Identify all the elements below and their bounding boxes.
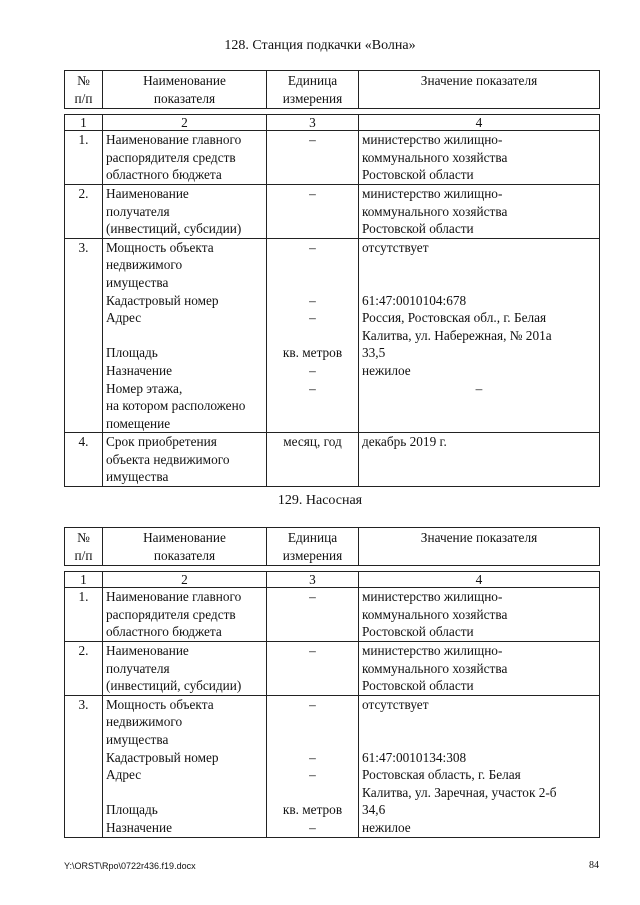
section-title-128: 128. Станция подкачки «Волна» xyxy=(224,38,416,53)
table-129 xyxy=(64,527,600,838)
header-unit: Единица измерения xyxy=(267,528,359,566)
row-value-floor-dash: – xyxy=(475,380,483,396)
col-num-1: 1 xyxy=(65,572,103,588)
col-num-3: 3 xyxy=(267,115,359,131)
header-value: Значение показателя xyxy=(359,71,600,109)
row-name: Мощность объекта недвижимого имущества Кадастровый номер Адрес Площадь Назначение xyxy=(103,695,267,837)
row-name: Мощность объекта недвижимого имущества Кадастровый номер Адрес Площадь Назначение Номер этажа, на котором расположено помещение xyxy=(103,238,267,433)
table-header-row xyxy=(65,71,600,109)
col-num-4: 4 xyxy=(359,572,600,588)
row-unit: месяц, год xyxy=(267,433,359,487)
table-row xyxy=(65,695,600,837)
table-128 xyxy=(64,70,600,487)
row-unit: – – – кв. метров – xyxy=(267,695,359,837)
table-row xyxy=(65,641,600,695)
section-title-129: 129. Насосная xyxy=(277,493,363,508)
row-num: 2. xyxy=(65,641,103,695)
row-name: Наименование главного распорядителя средств областного бюджета xyxy=(103,588,267,642)
row-value: министерство жилищно- коммунального хозяйства Ростовской области xyxy=(359,641,600,695)
header-num: № п/п xyxy=(65,71,103,109)
table-row xyxy=(65,238,600,433)
row-unit: – xyxy=(267,588,359,642)
table-row xyxy=(65,131,600,185)
row-unit: – xyxy=(267,641,359,695)
row-name: Наименование получателя (инвестиций, субсидии) xyxy=(103,184,267,238)
row-num: 3. xyxy=(65,238,103,433)
row-value: министерство жилищно- коммунального хозяйства Ростовской области xyxy=(359,131,600,185)
row-name: Наименование получателя (инвестиций, субсидии) xyxy=(103,641,267,695)
row-num: 3. xyxy=(65,695,103,837)
table-header-row xyxy=(65,528,600,566)
row-value-text: отсутствует 61:47:0010104:678 Россия, Ростовская обл., г. Белая Калитва, ул. Набережная, № 201а 33,5 нежилое xyxy=(362,239,552,378)
row-name: Наименование главного распорядителя средств областного бюджета xyxy=(103,131,267,185)
col-num-1: 1 xyxy=(65,115,103,131)
header-name: Наименование показателя xyxy=(103,71,267,109)
row-unit: – xyxy=(267,131,359,185)
header-num: № п/п xyxy=(65,528,103,566)
row-value: отсутствует 61:47:0010134:308 Ростовская область, г. Белая Калитва, ул. Заречная, участок 2-б 34,6 нежилое xyxy=(359,695,600,837)
row-num: 1. xyxy=(65,131,103,185)
row-name: Срок приобретения объекта недвижимого имущества xyxy=(103,433,267,487)
table-row xyxy=(65,433,600,487)
col-num-2: 2 xyxy=(103,572,267,588)
column-number-row xyxy=(65,115,600,131)
footer-file-path: Y:\ORST\Rpo\0722r436.f19.docx xyxy=(64,861,196,871)
column-number-row xyxy=(65,572,600,588)
row-value: декабрь 2019 г. xyxy=(359,433,600,487)
row-num: 1. xyxy=(65,588,103,642)
row-unit: – xyxy=(267,184,359,238)
row-num: 2. xyxy=(65,184,103,238)
header-name: Наименование показателя xyxy=(103,528,267,566)
col-num-3: 3 xyxy=(267,572,359,588)
col-num-2: 2 xyxy=(103,115,267,131)
table-row xyxy=(65,588,600,642)
row-unit: – – – кв. метров – – xyxy=(267,238,359,433)
col-num-4: 4 xyxy=(359,115,600,131)
row-num: 4. xyxy=(65,433,103,487)
footer-page-number: 84 xyxy=(589,860,599,871)
row-value: министерство жилищно- коммунального хозяйства Ростовской области xyxy=(359,588,600,642)
header-unit: Единица измерения xyxy=(267,71,359,109)
header-value: Значение показателя xyxy=(359,528,600,566)
row-value xyxy=(359,238,600,433)
row-value: министерство жилищно- коммунального хозяйства Ростовской области xyxy=(359,184,600,238)
table-row xyxy=(65,184,600,238)
